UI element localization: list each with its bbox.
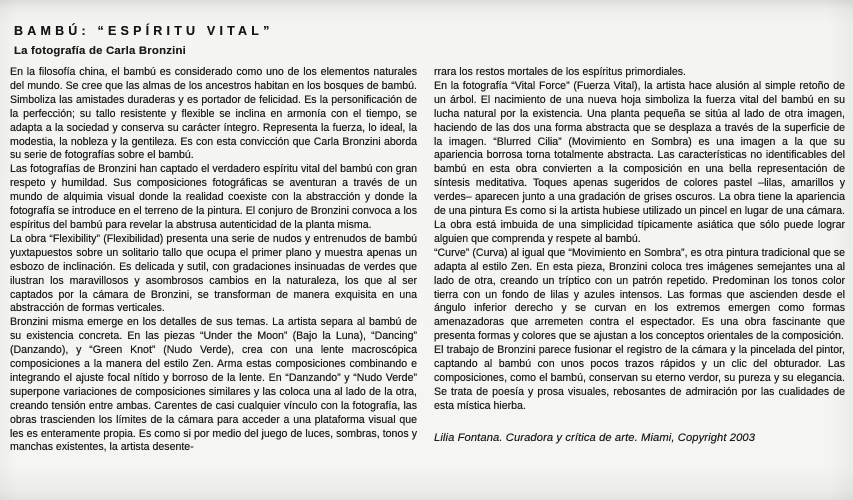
paragraph-spirit: Las fotografías de Bronzini han captado el verdadero espíritu vital del bambú con gran respeto y humildad. Sus composiciones fotográficas se aventuran a través de un mundo de alquimia visual donde la realidad coexiste con la abstracción y donde la fotografía se introduce en el terreno de la pintura. El conjuro de Bronzini convoca a los espíritus del bambú para revelar la abstrusa autenticidad de la planta misma. — [10, 163, 417, 231]
paragraph-curve: “Curve” (Curva) al igual que “Movimiento en Sombra”, es otra pintura tradicional que se adapta al estilo Zen. En esta pieza, Bronzini coloca tres imágenes semejantes una al lado de otra, creando un tríptico con un patrón repetido. Predominan los tonos color tierra con un fondo de lilas y azules intensos. Las formas que ascienden desde el ángulo inferior derecho y se curvan en los extremos emergen como formas amenazadoras que arremeten contra el espectador. Es una obra fascinante que presenta formas y colores que se ajustan a los conceptos orientales de la composición. — [434, 246, 845, 343]
paragraph-intro: En la filosofía china, el bambú es considerado como uno de los elementos naturales del mundo. Se cree que las almas de los ancestros habitan en los bosques de bambú. Simboliza las amistades duraderas y es portador de felicidad. Es la personificación de la perfección; su tallo resistente y flexible se inclina en armonía con el tiempo, se adapta a la sociedad y conserva su carácter íntegro. Representa la fuerza, lo ideal, la modestia, la nobleza y la gentileza. Es con esta convicción que Carla Bronzini aborda su serie de fotografías sobre el bambú. — [10, 66, 417, 162]
signature-line: Lilia Fontana. Curadora y crítica de arte. Miami, Copyright 2003 — [434, 431, 756, 444]
paragraph-flexibility: La obra “Flexibility” (Flexibilidad) presenta una serie de nudos y entrenudos de bambú yuxtapuestos sobre un solitario tallo que ocupa el primer plano y muestra apenas un esbozo de inclinación. Es delicada y sutil, con gradaciones insinuadas de verdes que ilustran los maravillosos y asombrosos cambios en la naturaleza, los que al ser captados por la cámara de Bronzini, se transforman de manera exquisita en una abstracción de formas verticales. — [10, 232, 417, 315]
paragraph-continuation: rrara los restos mortales de los espíritus primordiales. — [434, 66, 686, 78]
page-title: BAMBÚ: “ESPÍRITU VITAL” — [14, 24, 274, 38]
paragraph-vital-force: En la fotografía “Vital Force” (Fuerza Vital), la artista hace alusión al simple retoño de un árbol. El nacimiento de una nueva hoja simboliza la fuerza vital del bambú en su lucha natural por la existencia. Una planta pequeña se sitúa al lado de otra imagen, haciendo de las dos una forma abstracta que se desplaza a través de la superficie de la imagen. “Blurred Cilia” (Movimiento en Sombra) es una imagen a la que su apariencia borrosa torna totalmente abstracta. Las características no identificables del bambú en esta obra convierten a la composición en una bella representación de síntesis meditativa. Toques apenas sugeridos de colores pastel –lilas, amarillos y verdes– aparecen junto a una gradación de grises oscuros. La obra tiene la apariencia de una pintura Es como si la artista hubiese utilizado un pincel en lugar de una cámara. La obra está imbuida de una simplicidad típicamente asiática que sólo puede lograr alguien que comprenda y respete al bambú. — [434, 79, 845, 245]
article-header — [0, 0, 853, 57]
paragraph-conclusion: El trabajo de Bronzini parece fusionar el registro de la cámara y la pincelada del pintor, captando al bambú con unos pocos trazos rápidos y un clic del obturador. Las composiciones, como el bambú, conservan su eterno verdor, su pureza y su elegancia. Se trata de poesía y prosa visuales, rebosantes de admiración por las cualidades de esta mística hierba. — [434, 344, 845, 412]
page-subtitle: La fotografía de Carla Bronzini — [14, 45, 187, 57]
article-body — [0, 66, 853, 455]
right-column — [434, 66, 845, 455]
paragraph-details: Bronzini misma emerge en los detalles de sus temas. La artista separa al bambú de su existencia concreta. En las piezas “Under the Moon” (Bajo la Luna), “Dancing” (Danzando), y “Green Knot” (Nudo Verde), crea con una lente macroscópica composiciones a la manera del estilo Zen. Arma estas composiciones combinando e integrando el ajuste focal nítido y borroso de la lente. En “Danzando” y “Nudo Verde” superpone variaciones de composiciones similares y las coloca una al lado de la otra, creando tensión entre ambas. Carentes de casi cualquier vínculo con la fotografía, las obras trascienden los límites de la cámara para acceder a una plataforma visual que les es enteramente propia. Es como si por medio del juego de luces, sombras, tonos y manchas existentes, la artista desente- — [10, 316, 417, 454]
left-column — [10, 66, 417, 455]
